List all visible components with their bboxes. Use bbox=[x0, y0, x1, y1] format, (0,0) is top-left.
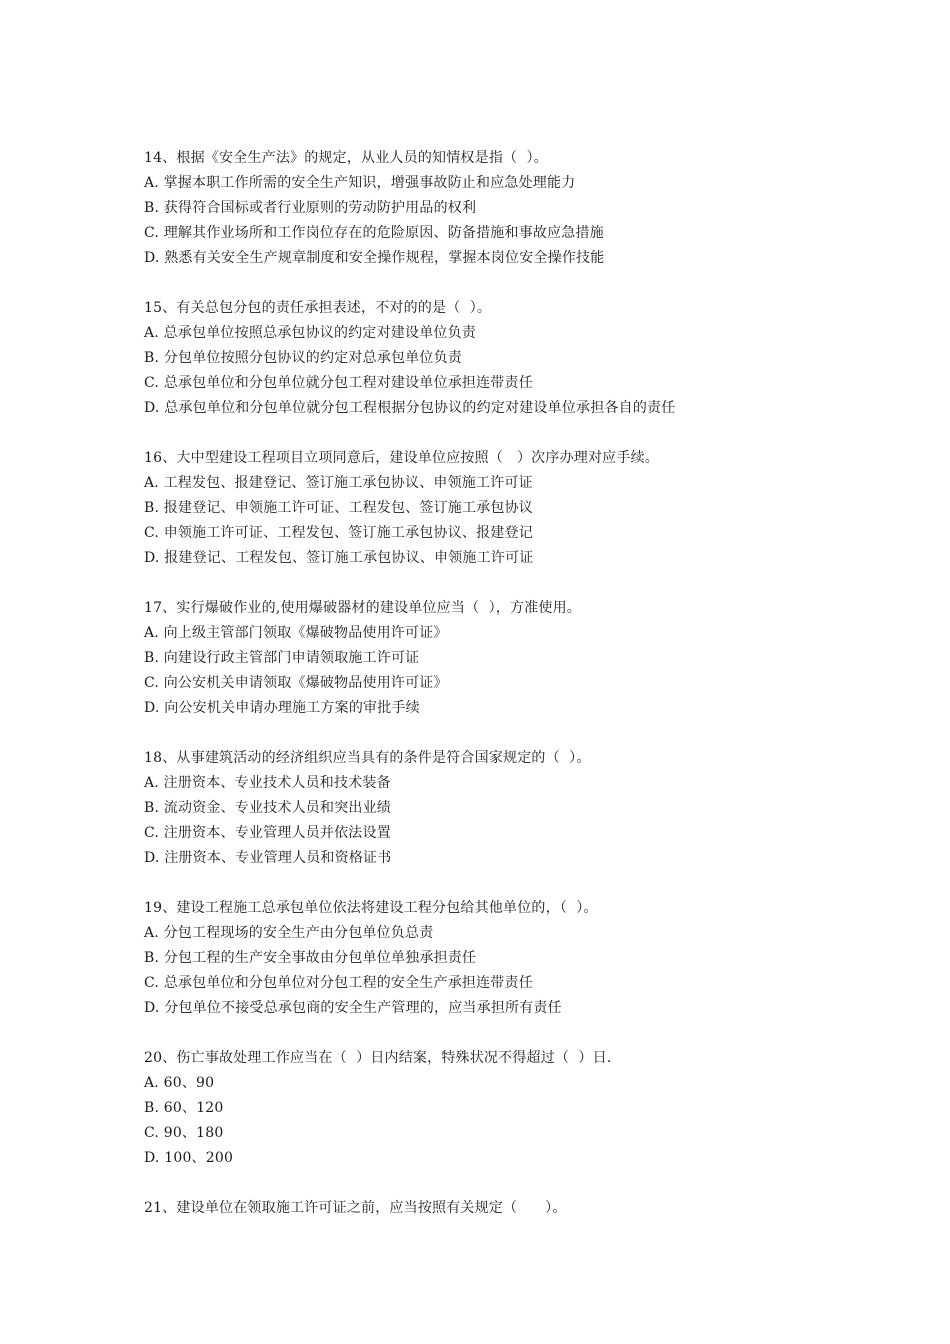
option-c: C. 申领施工许可证、工程发包、签订施工承包协议、报建登记 bbox=[144, 525, 533, 541]
option-d: D. 熟悉有关安全生产规章制度和安全操作规程，掌握本岗位安全操作技能 bbox=[144, 250, 605, 266]
option-d: D. 报建登记、工程发包、签订施工承包协议、申领施工许可证 bbox=[144, 550, 534, 566]
option-c: C. 90、180 bbox=[144, 1125, 224, 1141]
option-d: D. 注册资本、专业管理人员和资格证书 bbox=[144, 850, 392, 866]
question-15 bbox=[144, 296, 844, 421]
option-c: C. 向公安机关申请领取《爆破物品使用许可证》 bbox=[144, 675, 448, 691]
option-d: D. 向公安机关申请办理施工方案的审批手续 bbox=[144, 700, 420, 716]
option-a: A. 总承包单位按照总承包协议的约定对建设单位负责 bbox=[144, 325, 477, 341]
question-stem: 15、有关总包分包的责任承担表述，不对的的是（ ）。 bbox=[144, 300, 492, 316]
question-stem: 18、从事建筑活动的经济组织应当具有的条件是符合国家规定的（ ）。 bbox=[144, 750, 591, 766]
option-b: B. 60、120 bbox=[144, 1100, 224, 1116]
option-a: A. 分包工程现场的安全生产由分包单位负总责 bbox=[144, 925, 434, 941]
option-c: C. 总承包单位和分包单位就分包工程对建设单位承担连带责任 bbox=[144, 375, 533, 391]
question-stem: 21、建设单位在领取施工许可证之前，应当按照有关规定（ ）。 bbox=[144, 1200, 567, 1216]
option-c: C. 理解其作业场所和工作岗位存在的危险原因、防备措施和事故应急措施 bbox=[144, 225, 604, 241]
option-b: B. 获得符合国标或者行业原则的劳动防护用品的权利 bbox=[144, 200, 477, 216]
option-d: D. 总承包单位和分包单位就分包工程根据分包协议的约定对建设单位承担各自的责任 bbox=[144, 400, 676, 416]
question-list bbox=[144, 146, 844, 1246]
option-b: B. 分包单位按照分包协议的约定对总承包单位负责 bbox=[144, 350, 462, 366]
option-a: A. 注册资本、专业技术人员和技术装备 bbox=[144, 775, 391, 791]
question-16 bbox=[144, 446, 844, 571]
option-b: B. 报建登记、申领施工许可证、工程发包、签订施工承包协议 bbox=[144, 500, 533, 516]
option-b: B. 流动资金、专业技术人员和突出业绩 bbox=[144, 800, 391, 816]
question-17 bbox=[144, 596, 844, 721]
question-stem: 20、伤亡事故处理工作应当在（ ）日内结案，特殊状况不得超过（ ）日. bbox=[144, 1050, 612, 1066]
question-20 bbox=[144, 1046, 844, 1171]
question-stem: 14、根据《安全生产法》的规定，从业人员的知情权是指（ ）。 bbox=[144, 150, 548, 166]
question-stem: 17、实行爆破作业的,使用爆破器材的建设单位应当（ ），方准使用。 bbox=[144, 600, 581, 616]
option-d: D. 100、200 bbox=[144, 1150, 234, 1166]
question-stem: 19、建设工程施工总承包单位依法将建设工程分包给其他单位的，（ ）。 bbox=[144, 900, 598, 916]
question-21 bbox=[144, 1196, 844, 1221]
option-b: B. 分包工程的生产安全事故由分包单位单独承担责任 bbox=[144, 950, 477, 966]
option-a: A. 工程发包、报建登记、签订施工承包协议、申领施工许可证 bbox=[144, 475, 533, 491]
question-14 bbox=[144, 146, 844, 271]
option-c: C. 注册资本、专业管理人员并依法设置 bbox=[144, 825, 391, 841]
option-b: B. 向建设行政主管部门申请领取施工许可证 bbox=[144, 650, 420, 666]
option-c: C. 总承包单位和分包单位对分包工程的安全生产承担连带责任 bbox=[144, 975, 533, 991]
option-a: A. 60、90 bbox=[144, 1075, 215, 1091]
question-19 bbox=[144, 896, 844, 1021]
option-d: D. 分包单位不接受总承包商的安全生产管理的，应当承担所有责任 bbox=[144, 1000, 562, 1016]
question-18 bbox=[144, 746, 844, 871]
option-a: A. 向上级主管部门领取《爆破物品使用许可证》 bbox=[144, 625, 448, 641]
option-a: A. 掌握本职工作所需的安全生产知识，增强事故防止和应急处理能力 bbox=[144, 175, 576, 191]
question-stem: 16、大中型建设工程项目立项同意后，建设单位应按照（ ）次序办理对应手续。 bbox=[144, 450, 659, 466]
